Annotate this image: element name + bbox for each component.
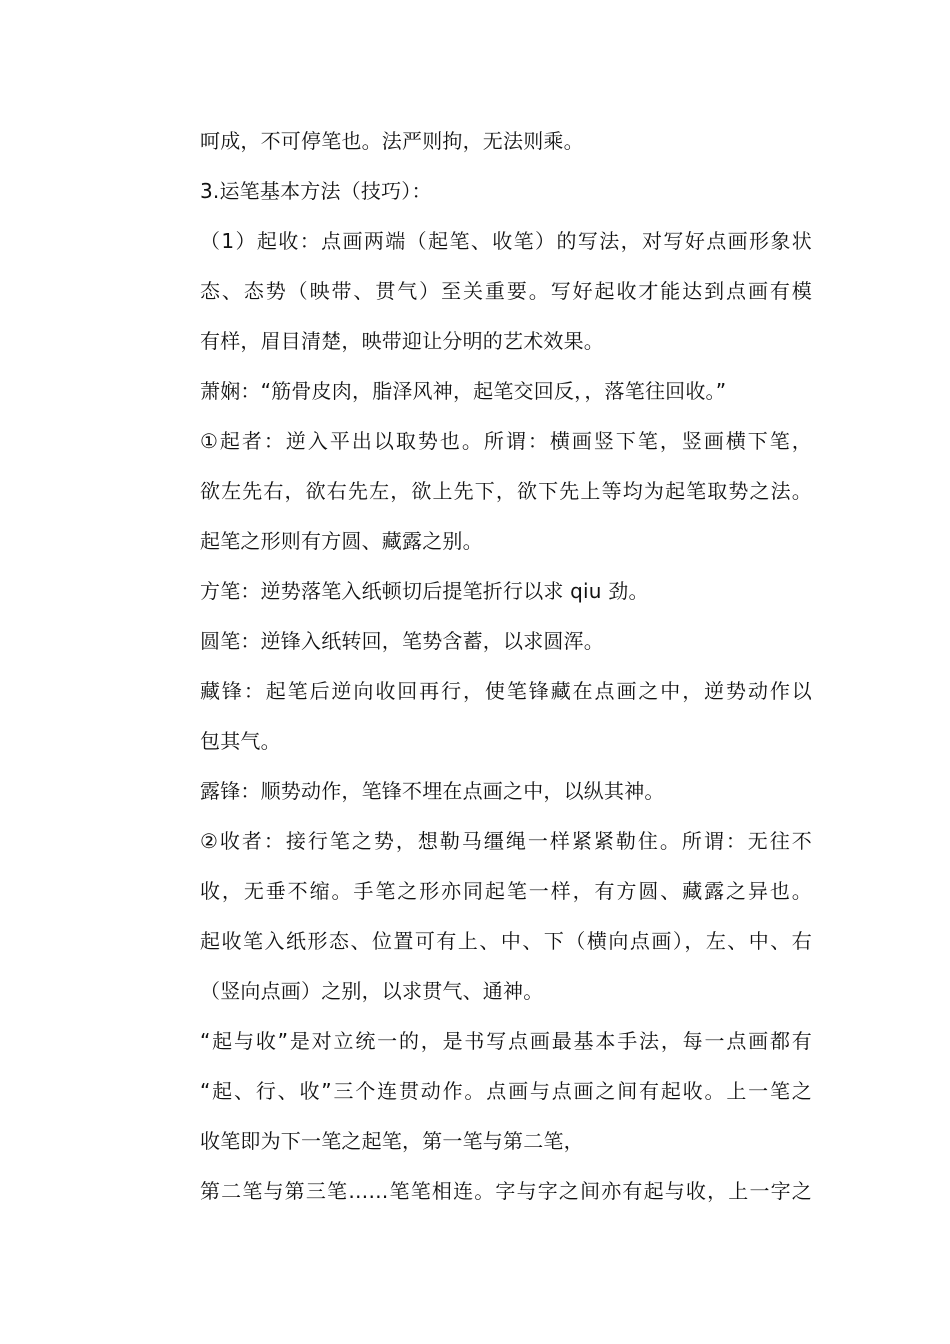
text-line: 包其气。	[200, 729, 281, 753]
text-line: ②收者：接行笔之势，想勒马缰绳一样紧紧勒住。所谓：无往不	[200, 829, 812, 853]
text-line: 态、态势（映带、贯气）至关重要。写好起收才能达到点画有模	[200, 279, 812, 303]
text-line: 萧娴：“筋骨皮肉，脂泽风神，起笔交回反，，落笔往回收。”	[200, 379, 727, 403]
text-line: 欲左先右，欲右先左，欲上先下，欲下先上等均为起笔取势之法。	[200, 479, 812, 503]
text-line: 收笔即为下一笔之起笔，第一笔与第二笔，	[200, 1129, 584, 1153]
text-line: ①起者：逆入平出以取势也。所谓：横画竖下笔，竖画横下笔，	[200, 429, 812, 453]
text-line: （1）起收：点画两端（起笔、收笔）的写法，对写好点画形象状	[200, 229, 812, 253]
text-line: 收，无垂不缩。手笔之形亦同起笔一样，有方圆、藏露之异也。	[200, 879, 812, 903]
text-line: 起笔之形则有方圆、藏露之别。	[200, 529, 483, 553]
text-line: 露锋：顺势动作，笔锋不埋在点画之中，以纵其神。	[200, 779, 665, 803]
text-line: “起、行、收”三个连贯动作。点画与点画之间有起收。上一笔之	[200, 1079, 812, 1103]
text-line: （竖向点画）之别，以求贯气、通神。	[200, 979, 544, 1003]
document-body	[200, 116, 812, 1216]
text-line: 起收笔入纸形态、位置可有上、中、下（横向点画），左、中、右	[200, 929, 812, 953]
text-line: 方笔：逆势落笔入纸顿切后提笔折行以求 qiu 劲。	[200, 579, 649, 603]
text-line: 第二笔与第三笔……笔笔相连。字与字之间亦有起与收，上一字之	[200, 1179, 812, 1203]
text-line: 藏锋：起笔后逆向收回再行，使笔锋藏在点画之中，逆势动作以	[200, 679, 812, 703]
text-line: 有样，眉目清楚，映带迎让分明的艺术效果。	[200, 329, 604, 353]
section-heading: 3.运笔基本方法（技巧）：	[200, 179, 432, 203]
text-line: 圆笔：逆锋入纸转回，笔势含蓄，以求圆浑。	[200, 629, 604, 653]
text-line: “起与收”是对立统一的，是书写点画最基本手法，每一点画都有	[200, 1029, 812, 1053]
text-line: 呵成，不可停笔也。法严则拘，无法则乘。	[200, 129, 584, 153]
